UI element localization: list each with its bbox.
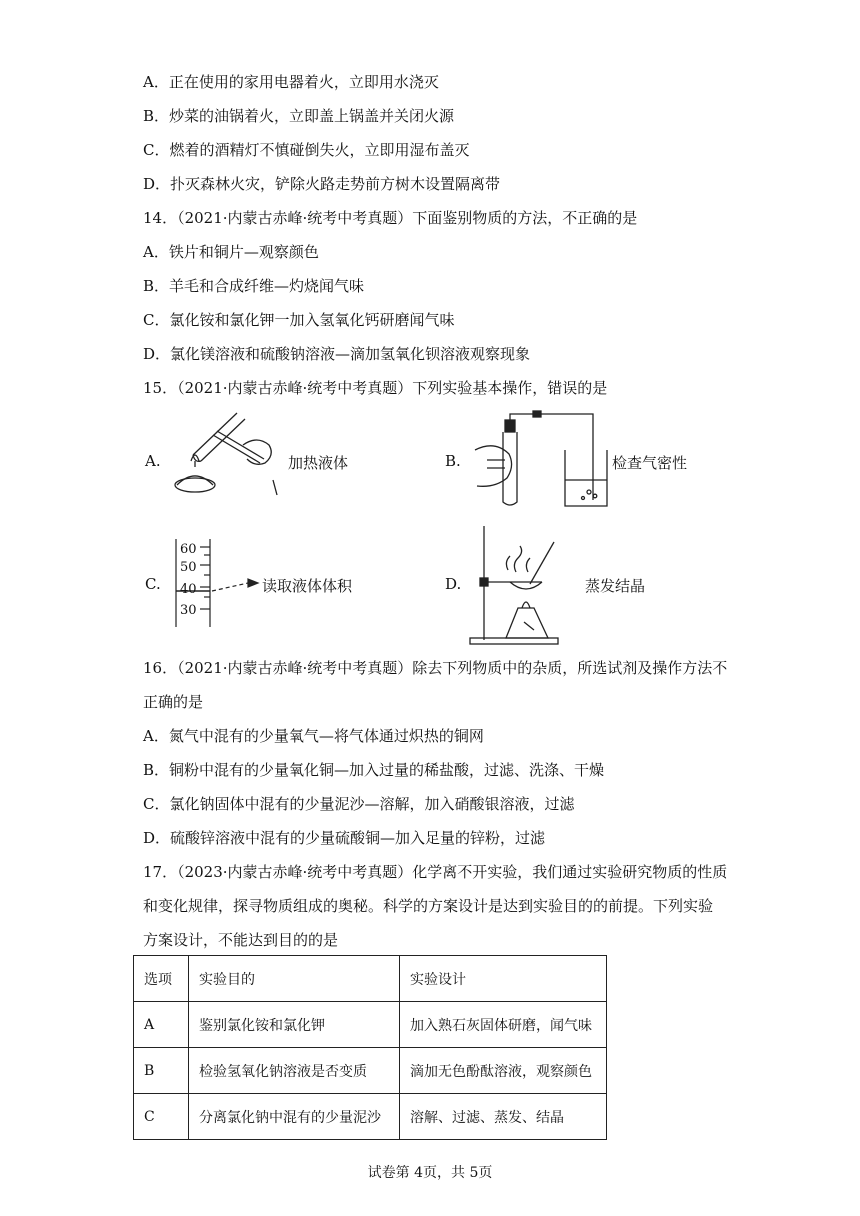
q15-stem: 15．（2021·内蒙古赤峰·统考中考真题）下列实验基本操作，错误的是	[143, 379, 608, 397]
q14-stem: 14．（2021·内蒙古赤峰·统考中考真题）下面鉴别物质的方法，不正确的是	[143, 209, 638, 227]
q16-option-a: A．氮气中混有的少量氧气—将气体通过炽热的铜网	[143, 727, 484, 745]
q14-option-a: A．铁片和铜片—观察颜色	[143, 243, 319, 261]
table-cell: 滴加无色酚酞溶液，观察颜色	[400, 1048, 607, 1094]
q13-option-a: A．正在使用的家用电器着火，立即用水浇灭	[143, 73, 439, 91]
table-header-row	[134, 956, 607, 1002]
table-cell: 检验氢氧化钠溶液是否变质	[189, 1048, 400, 1094]
table-cell: C	[134, 1094, 189, 1140]
q16-option-d: D．硫酸锌溶液中混有的少量硫酸铜—加入足量的锌粉，过滤	[143, 829, 546, 847]
figure-a-heating-liquid-illustration	[165, 405, 285, 505]
table-cell: A	[134, 1002, 189, 1048]
figure-d-evaporation-illustration	[462, 522, 567, 647]
q13-option-b: B．炒菜的油锅着火，立即盖上锅盖并关闭火源	[143, 107, 455, 125]
q17-stem-line1: 17．（2023·内蒙古赤峰·统考中考真题）化学离不开实验，我们通过实验研究物质的性质	[143, 863, 728, 881]
table-row	[134, 1048, 607, 1094]
figure-b-caption: 检查气密性	[612, 454, 688, 472]
figure-b-label: B.	[445, 452, 461, 470]
cylinder-tick-30: 30	[180, 603, 197, 618]
q14-option-b: B．羊毛和合成纤维—灼烧闻气味	[143, 277, 365, 295]
table-header-cell: 实验目的	[189, 956, 400, 1002]
cylinder-tick-40: 40	[180, 582, 197, 597]
q16-option-b: B．铜粉中混有的少量氧化铜—加入过量的稀盐酸，过滤、洗涤、干燥	[143, 761, 605, 779]
table-cell: 鉴别氯化铵和氯化钾	[189, 1002, 400, 1048]
table-cell: 加入熟石灰固体研磨，闻气味	[400, 1002, 607, 1048]
cylinder-tick-60: 60	[180, 542, 197, 557]
table-header-cell: 实验设计	[400, 956, 607, 1002]
figure-d-caption: 蒸发结晶	[585, 577, 646, 595]
figure-c-caption: 读取液体体积	[262, 577, 353, 595]
q14-option-d: D．氯化镁溶液和硫酸钠溶液—滴加氢氧化钡溶液观察现象	[143, 345, 531, 363]
q16-stem-line2: 正确的是	[143, 693, 204, 711]
table-row	[134, 1002, 607, 1048]
table-cell: B	[134, 1048, 189, 1094]
figure-a-caption: 加热液体	[288, 454, 349, 472]
figure-b-airtightness-illustration	[465, 410, 615, 510]
figure-d-label: D.	[445, 575, 462, 593]
q14-option-c: C．氯化铵和氯化钾一加入氢氧化钙研磨闻气味	[143, 311, 455, 329]
q17-stem-line2: 和变化规律，探寻物质组成的奥秘。科学的方案设计是达到实验目的的前提。下列实验	[143, 897, 714, 915]
figure-a-label: A.	[145, 452, 161, 470]
q13-option-d: D．扑灭森林火灾，铲除火路走势前方树木设置隔离带	[143, 175, 501, 193]
table-cell: 溶解、过滤、蒸发、结晶	[400, 1094, 607, 1140]
table-row	[134, 1094, 607, 1140]
table-header-cell: 选项	[134, 956, 189, 1002]
page-footer: 试卷第 4页，共 5页	[367, 1165, 493, 1181]
q17-stem-line3: 方案设计，不能达到目的的是	[143, 931, 339, 949]
q13-option-c: C．燃着的酒精灯不慎碰倒失火，立即用湿布盖灭	[143, 141, 470, 159]
figure-c-label: C.	[145, 575, 161, 593]
q17-options-table	[133, 955, 607, 1140]
cylinder-tick-50: 50	[180, 560, 197, 575]
q16-option-c: C．氯化钠固体中混有的少量泥沙—溶解，加入硝酸银溶液，过滤	[143, 795, 575, 813]
table-cell: 分离氯化钠中混有的少量泥沙	[189, 1094, 400, 1140]
q16-stem-line1: 16．（2021·内蒙古赤峰·统考中考真题）除去下列物质中的杂质，所选试剂及操作方法不	[143, 659, 728, 677]
